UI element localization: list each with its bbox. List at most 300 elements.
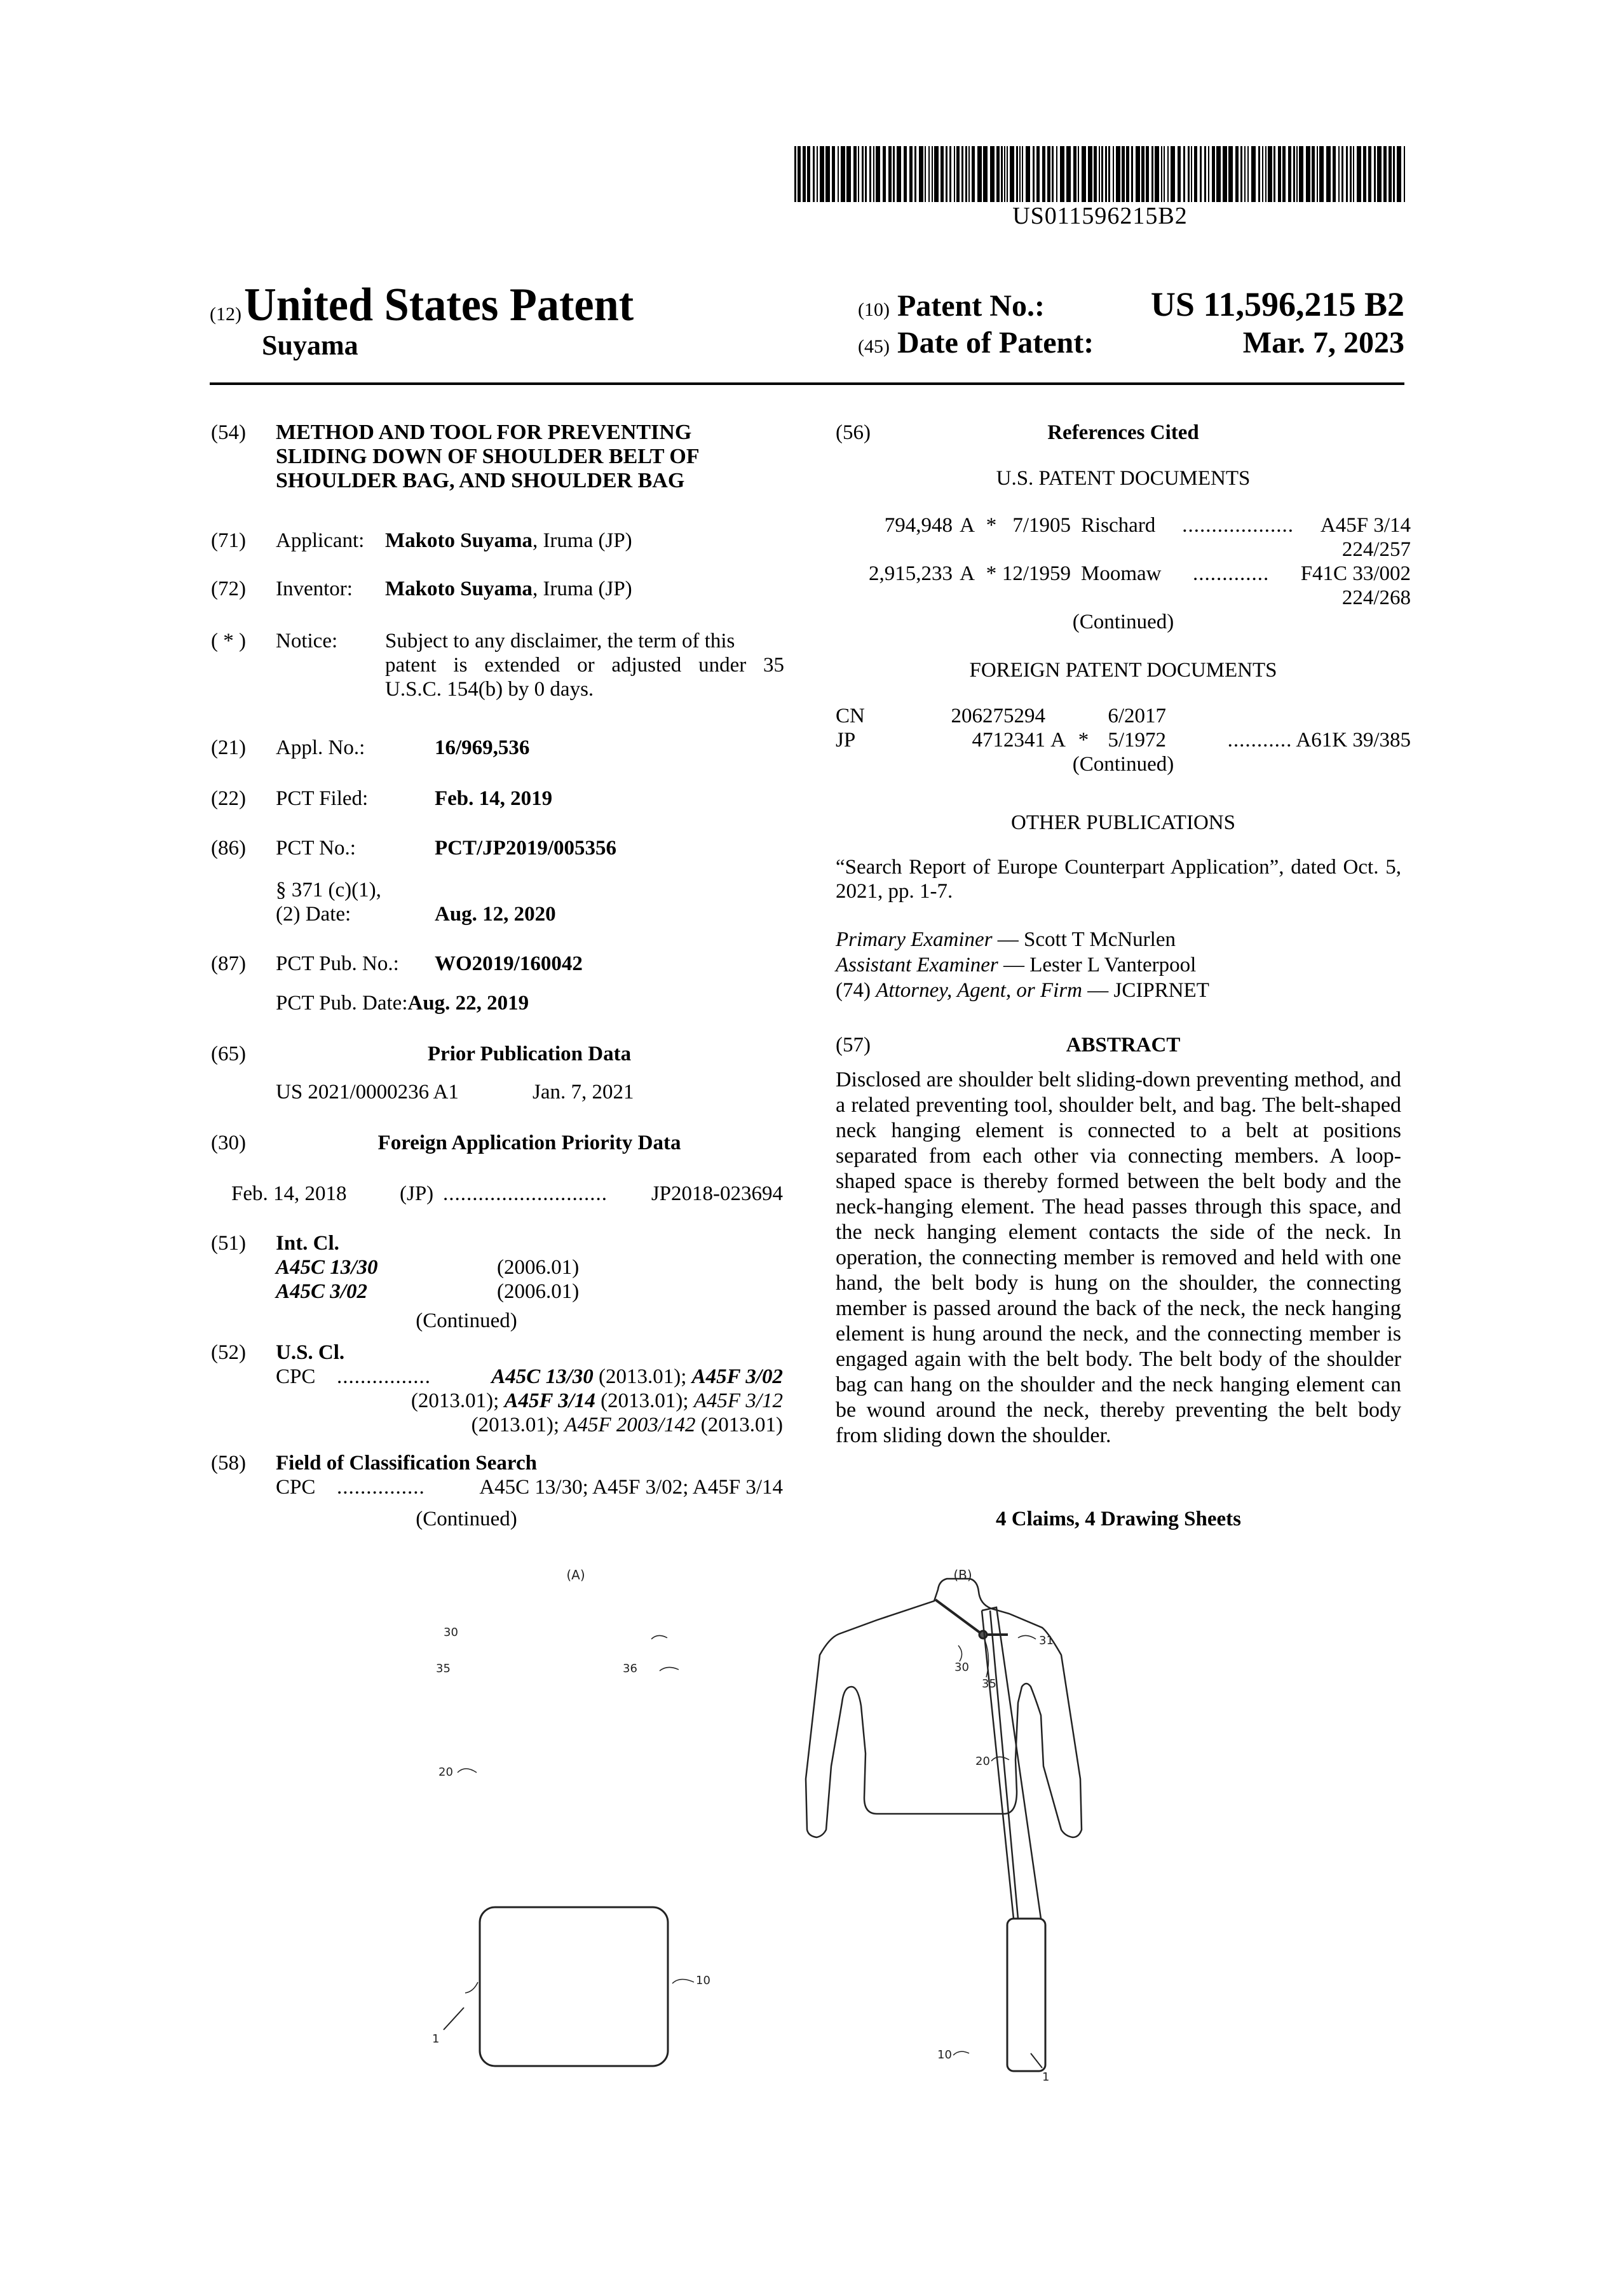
citation-kind — [1045, 704, 1071, 728]
barcode-bar — [990, 146, 995, 202]
barcode-bar — [1393, 146, 1395, 202]
figure-a-label-36: 36 — [623, 1662, 637, 1675]
pct-filed-label: PCT Filed: — [276, 787, 369, 810]
barcode-bar — [919, 146, 923, 202]
barcode-bar — [1088, 146, 1092, 202]
citation-star: * — [986, 562, 997, 585]
inventor-field — [211, 577, 632, 601]
leader-dots: ................... — [1182, 514, 1294, 537]
citation-star — [1071, 704, 1096, 728]
section-heading: U.S. Cl. — [276, 1341, 345, 1364]
cpc-code: A45F 3/02 — [691, 1365, 783, 1388]
barcode-bar — [1353, 146, 1354, 202]
barcode-bar — [846, 146, 851, 202]
appl-no-label: Appl. No.: — [276, 736, 365, 759]
inid-code: (12) — [210, 304, 241, 325]
pct-pub-no-value: WO2019/160042 — [435, 952, 583, 975]
barcode-bar — [1299, 146, 1303, 202]
inid-code: (74) — [836, 979, 871, 1002]
int-cl-row — [276, 1255, 579, 1280]
pct-pub-date-label: PCT Pub. Date: — [276, 992, 408, 1015]
barcode-bar — [1188, 146, 1190, 202]
barcode-bar — [1216, 146, 1221, 202]
figure-b-neck-element — [935, 1600, 982, 1634]
inid-code: (21) — [211, 736, 246, 759]
barcode-bar — [1113, 146, 1114, 202]
inid-code: (30) — [211, 1131, 246, 1154]
int-cl-version: (2006.01) — [497, 1280, 580, 1303]
leader-dots: ................ — [337, 1365, 431, 1388]
inid-code: (10) — [858, 299, 890, 320]
figure-a-label-20: 20 — [438, 1766, 453, 1779]
barcode-bar — [1278, 146, 1281, 202]
int-cl-code: A45C 13/30 — [276, 1256, 378, 1279]
title-line: METHOD AND TOOL FOR PREVENTING — [276, 421, 692, 444]
foreign-citation-row — [836, 728, 1411, 752]
figure-a-label-10: 10 — [696, 1974, 710, 1987]
primary-examiner-name: — Scott T McNurlen — [992, 928, 1176, 951]
notice-text — [385, 629, 784, 701]
applicant-location: , Iruma (JP) — [532, 529, 632, 552]
barcode-bar — [1319, 146, 1324, 202]
barcode-bar — [1240, 146, 1242, 202]
barcode-bar — [858, 146, 859, 202]
barcode-bar — [1082, 146, 1086, 202]
barcode-bar — [1167, 146, 1169, 202]
barcode-bar — [1273, 146, 1275, 202]
inid-code: (22) — [211, 787, 246, 810]
us-patent-docs — [836, 513, 1411, 610]
us-cl-line — [276, 1413, 783, 1437]
applicant-field — [211, 529, 632, 553]
barcode-number: US011596215B2 — [1012, 203, 1188, 229]
assistant-examiner-label: Assistant Examiner — [836, 954, 998, 976]
notice-line: Subject to any disclaimer, the term of this — [385, 630, 735, 652]
continued-link[interactable]: (Continued) — [416, 1309, 517, 1332]
barcode-bar — [841, 146, 845, 202]
prior-pub-number: US 2021/0000236 A1 — [276, 1081, 459, 1104]
prior-publication-row — [276, 1080, 634, 1104]
title-field — [211, 421, 700, 493]
references-heading — [836, 421, 1411, 445]
barcode-bar — [1010, 146, 1014, 202]
inid-code: (65) — [211, 1043, 246, 1065]
barcode-bar — [1368, 146, 1371, 202]
barcode-bar — [794, 146, 796, 202]
patent-number: US 11,596,215 B2 — [1150, 285, 1404, 323]
barcode-bar — [1251, 146, 1256, 202]
barcode-bar — [1060, 146, 1064, 202]
barcode-bar — [1333, 146, 1336, 202]
title-line: SHOULDER BAG, AND SHOULDER BAG — [276, 469, 685, 492]
barcode-bar — [825, 146, 830, 202]
patent-date-row — [858, 325, 1404, 366]
figure-b-body-outline — [806, 1579, 1082, 1837]
barcode-bar — [876, 146, 880, 202]
cpc-version: (2013.01) — [695, 1414, 783, 1436]
inid-code: (51) — [211, 1232, 246, 1255]
field-search-field — [211, 1451, 537, 1475]
barcode-bar — [1326, 146, 1331, 202]
inventor-name: Makoto Suyama — [385, 577, 533, 600]
barcode-bar — [996, 146, 1000, 202]
barcode-bar — [968, 146, 970, 202]
section-heading: Int. Cl. — [276, 1232, 339, 1255]
leader-dots: ............... — [337, 1476, 425, 1499]
int-cl-version: (2006.01) — [497, 1256, 580, 1279]
barcode-bar — [1194, 146, 1197, 202]
barcode-bar — [1101, 146, 1103, 202]
leader-dots: ............................ — [443, 1182, 608, 1205]
barcode-bar — [1066, 146, 1071, 202]
inid-code: (52) — [211, 1341, 246, 1364]
cpc-code: A45C 13/30 — [491, 1365, 594, 1388]
section-heading: Prior Publication Data — [427, 1043, 632, 1065]
barcode-bar — [1204, 146, 1206, 202]
inid-code: (54) — [211, 421, 246, 444]
barcode-bar — [1099, 146, 1100, 202]
citation-subclass: 224/268 — [1341, 586, 1411, 609]
attorney-name: — JCIPRNET — [1082, 979, 1209, 1002]
pct-pub-no-label: PCT Pub. No.: — [276, 952, 399, 975]
barcode-bar — [1228, 146, 1233, 202]
foreign-priority-row — [231, 1182, 783, 1206]
section-371-label: § 371 (c)(1), — [276, 879, 381, 902]
figure-b-label-30: 30 — [954, 1661, 969, 1674]
figure-b-label-35: 35 — [982, 1677, 996, 1691]
inid-code: (57) — [836, 1034, 871, 1057]
continued-link[interactable]: (Continued) — [1072, 753, 1174, 776]
patent-number-label: Patent No.: — [897, 289, 1045, 323]
figure-a-label-1: 1 — [432, 2032, 440, 2046]
citation-kind: A — [1050, 729, 1066, 752]
notice-line: patent is extended or adjusted under 35 — [385, 654, 784, 677]
barcode-bar — [1126, 146, 1129, 202]
figure-a-arrow-icon — [444, 2008, 464, 2030]
notice-line: U.S.C. 154(b) by 0 days. — [385, 678, 594, 701]
barcode-bar — [1306, 146, 1310, 202]
int-cl-code: A45C 3/02 — [276, 1280, 367, 1303]
barcode-bar — [1155, 146, 1159, 202]
barcode-bar — [1164, 146, 1165, 202]
barcode-bar — [807, 146, 810, 202]
citation-star: * — [986, 514, 997, 537]
section-371-date-value: Aug. 12, 2020 — [435, 903, 556, 926]
primary-examiner-label: Primary Examiner — [836, 928, 993, 951]
barcode-bar — [1317, 146, 1318, 202]
barcode-bar — [956, 146, 960, 202]
abstract-text: Disclosed are shoulder belt sliding-down preventing method, and a related preventing tool, shoulder belt, and bag. The belt-shaped neck hanging element is connected to a belt at positions separated from each other via connecting members. A loop-shaped space is thereby formed between the belt body and the neck-hanging element. The head passes through this space, and the neck hanging element contacts the side of the neck. In operation, the connecting member is removed and held with one hand, the belt body is hung on the shoulder, the connecting member is passed around the back of the neck, the neck hanging element is hung around the neck, and the connecting member is engaged again with the belt body. The belt body of the shoulder bag can hang on the shoulder and the neck hanging element can be wound around the neck, thereby preventing the belt body from sliding down the shoulder. — [836, 1068, 1401, 1447]
barcode-bar — [1122, 146, 1125, 202]
section-heading: Field of Classification Search — [276, 1452, 537, 1475]
pct-no-field — [211, 836, 616, 860]
inid-code: (86) — [211, 837, 246, 860]
inid-code: (71) — [211, 529, 246, 552]
citation-star: * — [1078, 729, 1089, 752]
inventor-location: , Iruma (JP) — [532, 577, 632, 600]
figure-b-label-20: 20 — [975, 1755, 990, 1768]
citation-date: 5/1972 — [1108, 729, 1166, 752]
figure-b-belt — [982, 1607, 1041, 1919]
barcode-bar — [1151, 146, 1153, 202]
barcode-bar — [925, 146, 926, 202]
other-publication-entry: “Search Report of Europe Counterpart Application”, dated Oct. 5, 2021, pp. 1-7. — [836, 856, 1401, 903]
barcode-bar — [1265, 146, 1266, 202]
barcode-bar — [1022, 146, 1023, 202]
cpc-version: (2013.01); — [471, 1414, 565, 1436]
section-heading: ABSTRACT — [1066, 1034, 1181, 1057]
leader-dots: ............. — [1192, 562, 1270, 585]
cpc-label: CPC — [276, 1365, 316, 1388]
barcode-bar — [1208, 146, 1209, 202]
us-cl-line — [276, 1365, 783, 1389]
us-citation-row — [836, 562, 1411, 586]
prior-pub-date: Jan. 7, 2021 — [533, 1081, 634, 1104]
barcode-bar — [1136, 146, 1140, 202]
applicant-name: Makoto Suyama — [385, 529, 533, 552]
barcode-bar — [865, 146, 867, 202]
appl-no-field — [211, 736, 529, 760]
barcode-bar — [1004, 146, 1005, 202]
us-cl-field — [211, 1340, 344, 1365]
invention-title — [276, 421, 700, 493]
figure-b-label-10: 10 — [937, 2048, 952, 2062]
barcode-bar — [1178, 146, 1181, 202]
barcode-bar — [1262, 146, 1263, 202]
pct-no-value: PCT/JP2019/005356 — [435, 837, 616, 860]
barcode-bar — [1346, 146, 1348, 202]
barcode-bar — [813, 146, 815, 202]
pct-filed-value: Feb. 14, 2019 — [435, 787, 553, 810]
barcode-bar — [893, 146, 895, 202]
continued-link[interactable]: (Continued) — [416, 1508, 517, 1530]
barcode-bar — [941, 146, 944, 202]
barcode-bar — [817, 146, 818, 202]
claims-summary: 4 Claims, 4 Drawing Sheets — [996, 1508, 1241, 1530]
inid-code: (87) — [211, 952, 246, 975]
citation-country: JP — [836, 729, 856, 752]
cpc-code: A45F 3/12 — [693, 1389, 783, 1412]
barcode-bar — [1007, 146, 1008, 202]
other-publications-heading: OTHER PUBLICATIONS — [1011, 811, 1235, 834]
inventor-label: Inventor: — [276, 577, 353, 600]
barcode-bar — [932, 146, 933, 202]
pct-no-label: PCT No.: — [276, 837, 356, 860]
cpc-code: A45F 2003/142 — [564, 1414, 696, 1436]
barcode-bar — [888, 146, 892, 202]
barcode-icon — [792, 146, 1408, 202]
priority-country: (JP) — [400, 1182, 434, 1205]
barcode-bar — [972, 146, 975, 202]
barcode-bar — [904, 146, 907, 202]
document-type-header — [210, 278, 654, 332]
citation-kind: A — [960, 514, 975, 537]
barcode-bar — [1042, 146, 1045, 202]
us-cl-line — [276, 1389, 783, 1413]
citation-class: A61K 39/385 — [1296, 729, 1411, 752]
barcode-bar — [1026, 146, 1030, 202]
inid-code: (45) — [858, 336, 890, 357]
barcode-bar — [1357, 146, 1361, 202]
barcode-bar — [1363, 146, 1366, 202]
barcode-bar — [961, 146, 963, 202]
barcode-bar — [1094, 146, 1097, 202]
barcode-bar — [983, 146, 988, 202]
barcode-bar — [1105, 146, 1107, 202]
foreign-priority-heading — [211, 1131, 783, 1155]
inid-code: (72) — [211, 577, 246, 600]
barcode-bar — [1078, 146, 1079, 202]
barcode-bar — [1200, 146, 1202, 202]
barcode-bar — [1131, 146, 1133, 202]
figure-b-caption: (B) — [953, 1567, 972, 1583]
figure-a-leader-lines — [458, 1635, 694, 1993]
inventor-surname: Suyama — [262, 330, 358, 361]
title-line: SLIDING DOWN OF SHOULDER BELT OF — [276, 445, 700, 468]
us-patent-docs-heading: U.S. PATENT DOCUMENTS — [996, 467, 1251, 490]
barcode-bar — [1404, 146, 1405, 202]
barcode-bar — [1047, 146, 1050, 202]
citation-class: F41C 33/002 — [1300, 562, 1411, 585]
barcode-bar — [1036, 146, 1040, 202]
prior-publication-heading — [211, 1042, 783, 1066]
attorney — [836, 978, 1411, 1003]
section-heading: Foreign Application Priority Data — [377, 1131, 681, 1154]
foreign-patent-docs — [836, 704, 1411, 752]
assistant-examiner-name: — Lester L Vanterpool — [998, 954, 1197, 976]
barcode-bar — [853, 146, 857, 202]
barcode-bar — [1033, 146, 1035, 202]
barcode-bar — [1052, 146, 1054, 202]
field-search-row — [276, 1475, 783, 1499]
barcode-bar — [883, 146, 886, 202]
assistant-examiner — [836, 953, 1411, 977]
citation-class: A45F 3/14 — [1320, 514, 1411, 537]
foreign-citation-row — [836, 704, 1411, 728]
barcode-bar — [965, 146, 967, 202]
cpc-version: (2013.01); — [593, 1365, 692, 1388]
section-371-date-field — [276, 902, 556, 926]
barcode-bar — [1247, 146, 1249, 202]
patent-drawing — [407, 1563, 1258, 2173]
document-title: United States Patent — [243, 279, 634, 331]
pct-pub-field — [211, 952, 583, 976]
int-cl-field — [211, 1231, 339, 1255]
priority-number: JP2018-023694 — [651, 1182, 783, 1205]
citation-date: 7/1905 — [1012, 514, 1071, 537]
priority-date: Feb. 14, 2018 — [231, 1182, 347, 1205]
barcode-bar — [1019, 146, 1021, 202]
barcode-bar — [946, 146, 947, 202]
section-heading: References Cited — [1047, 421, 1199, 444]
int-cl-row — [276, 1280, 579, 1304]
barcode-bar — [1056, 146, 1057, 202]
barcode-bar — [1016, 146, 1018, 202]
cpc-version: (2013.01); — [595, 1389, 694, 1412]
citation-subclass: 224/257 — [1341, 538, 1411, 561]
figure-a-caption: (A) — [566, 1567, 585, 1583]
notice-field — [211, 629, 784, 701]
barcode-bar — [1223, 146, 1227, 202]
us-cl-values — [276, 1365, 783, 1437]
barcode-bar — [1191, 146, 1192, 202]
patent-date: Mar. 7, 2023 — [1242, 326, 1404, 360]
citation-number: 4712341 — [972, 729, 1045, 752]
barcode-bar — [1244, 146, 1246, 202]
cpc-label: CPC — [276, 1476, 316, 1499]
figure-b-label-1: 1 — [1042, 2070, 1050, 2084]
appl-no-value: 16/969,536 — [435, 736, 530, 759]
barcode-bar — [1161, 146, 1162, 202]
pct-pub-date-field — [276, 991, 529, 1015]
barcode-bar — [1171, 146, 1175, 202]
abstract-heading — [836, 1033, 1411, 1057]
barcode-bar — [803, 146, 806, 202]
barcode-bar — [928, 146, 930, 202]
barcode-bar — [977, 146, 982, 202]
barcode-bar — [832, 146, 835, 202]
leader-dots — [1166, 704, 1411, 728]
barcode-bar — [798, 146, 801, 202]
inid-code: (58) — [211, 1452, 246, 1475]
citation-name: Rischard — [1081, 514, 1156, 537]
barcode-bar — [897, 146, 901, 202]
attorney-label: Attorney, Agent, or Firm — [876, 979, 1083, 1002]
barcode-bar — [1001, 146, 1003, 202]
inid-code: (56) — [836, 421, 871, 444]
continued-link[interactable]: (Continued) — [1072, 611, 1174, 633]
barcode-bar — [914, 146, 916, 202]
barcode-bar — [1374, 146, 1376, 202]
citation-country: CN — [836, 705, 865, 727]
leader-dots: ........... — [1227, 729, 1293, 752]
barcode-bar — [1338, 146, 1340, 202]
citation-name: Moomaw — [1081, 562, 1162, 585]
barcode-bar — [1258, 146, 1260, 202]
citation-number: 2,915,233 — [869, 562, 953, 585]
citation-date: 6/2017 — [1108, 705, 1166, 727]
field-search-value: A45C 13/30; A45F 3/02; A45F 3/14 — [479, 1476, 783, 1499]
inid-code: ( * ) — [211, 630, 246, 652]
barcode-bar — [1350, 146, 1352, 202]
barcode-bar — [1183, 146, 1185, 202]
figure-b-label-31: 31 — [1039, 1634, 1054, 1647]
barcode-bar — [1282, 146, 1286, 202]
notice-label: Notice: — [276, 630, 338, 652]
pct-filed-field — [211, 787, 552, 811]
barcode-bar — [1268, 146, 1272, 202]
barcode-bar — [1116, 146, 1120, 202]
barcode-bar — [954, 146, 955, 202]
barcode-bar — [873, 146, 874, 202]
patent-number-row — [858, 285, 1404, 325]
us-citation-row — [836, 513, 1411, 537]
barcode-bar — [838, 146, 839, 202]
patent-date-label: Date of Patent: — [897, 326, 1094, 360]
figure-b-bag — [1007, 1919, 1045, 2071]
barcode-bar — [1397, 146, 1401, 202]
barcode-bar — [1288, 146, 1291, 202]
foreign-patent-docs-heading: FOREIGN PATENT DOCUMENTS — [969, 659, 1277, 682]
barcode-bar — [1377, 146, 1382, 202]
figure-b — [806, 1567, 1082, 2084]
section-371-date-label: (2) Date: — [276, 903, 351, 926]
barcode-bar — [949, 146, 951, 202]
figure-b-connector-35 — [979, 1631, 987, 1638]
barcode-bar — [1389, 146, 1392, 202]
barcode-bar — [934, 146, 939, 202]
barcode-bar — [1293, 146, 1295, 202]
